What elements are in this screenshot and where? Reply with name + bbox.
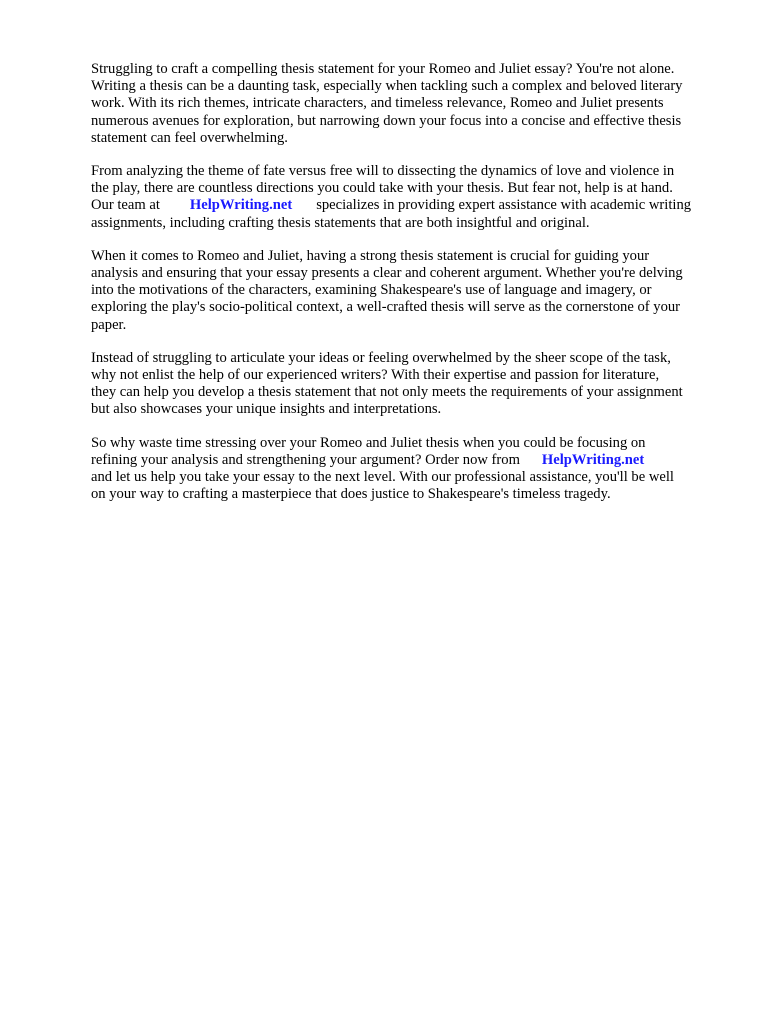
- document-page: [91, 61, 731, 519]
- text-line: exploring the play's socio-political context, a well-crafted thesis will serve as the cornerstone of your: [91, 299, 681, 316]
- text-line: From analyzing the theme of fate versus free will to dissecting the dynamics of love and violence in: [91, 163, 675, 180]
- link-prefix-text: Our team at: [91, 197, 160, 214]
- text-line: statement can feel overwhelming.: [91, 129, 288, 146]
- text-line: When it comes to Romeo and Juliet, having a strong thesis statement is crucial for guiding your: [91, 247, 650, 264]
- text-line: analysis and ensuring that your essay presents a clear and coherent argument. Whether you're delving: [91, 265, 683, 282]
- text-line: assignments, including crafting thesis statements that are both insightful and original.: [91, 214, 590, 231]
- text-line: why not enlist the help of our experienced writers? With their expertise and passion for literature,: [91, 367, 660, 384]
- link-prefix-text: refining your analysis and strengthening your argument? Order now from: [91, 451, 520, 468]
- link-suffix-text: specializes in providing expert assistance with academic writing: [316, 197, 692, 214]
- text-line: into the motivations of the characters, examining Shakespeare's use of language and imagery, or: [91, 282, 652, 299]
- text-line: but also showcases your unique insights and interpretations.: [91, 401, 442, 418]
- text-line: the play, there are countless directions you could take with your thesis. But fear not, help is at hand.: [91, 180, 673, 197]
- paragraph-themes: [91, 163, 731, 232]
- text-line: on your way to crafting a masterpiece that does justice to Shakespeare's timeless tragedy.: [91, 486, 611, 503]
- text-line: Writing a thesis can be a daunting task, especially when tackling such a complex and beloved literary: [91, 78, 683, 95]
- paragraph-call-to-action: [91, 435, 731, 504]
- text-line-with-link: [91, 452, 731, 469]
- text-line: work. With its rich themes, intricate characters, and timeless relevance, Romeo and Juliet presents: [91, 95, 664, 112]
- helpwriting-link[interactable]: HelpWriting.net: [189, 197, 293, 214]
- text-line: and let us help you take your essay to the next level. With our professional assistance, you'll be well: [91, 469, 674, 486]
- text-line-with-link: [91, 197, 731, 214]
- text-line: So why waste time stressing over your Romeo and Juliet thesis when you could be focusing on: [91, 434, 646, 451]
- text-line: Struggling to craft a compelling thesis statement for your Romeo and Juliet essay? You're not alone.: [91, 61, 675, 77]
- text-line: they can help you develop a thesis statement that not only meets the requirements of your assignment: [91, 384, 683, 401]
- text-line: Instead of struggling to articulate your ideas or feeling overwhelmed by the sheer scope of the task,: [91, 349, 671, 366]
- text-line: paper.: [91, 316, 127, 333]
- paragraph-importance: [91, 248, 731, 334]
- paragraph-writers: [91, 350, 731, 419]
- paragraph-intro: [91, 61, 731, 147]
- text-line: numerous avenues for exploration, but narrowing down your focus into a concise and effective thesis: [91, 112, 682, 129]
- helpwriting-link[interactable]: HelpWriting.net: [541, 451, 645, 468]
